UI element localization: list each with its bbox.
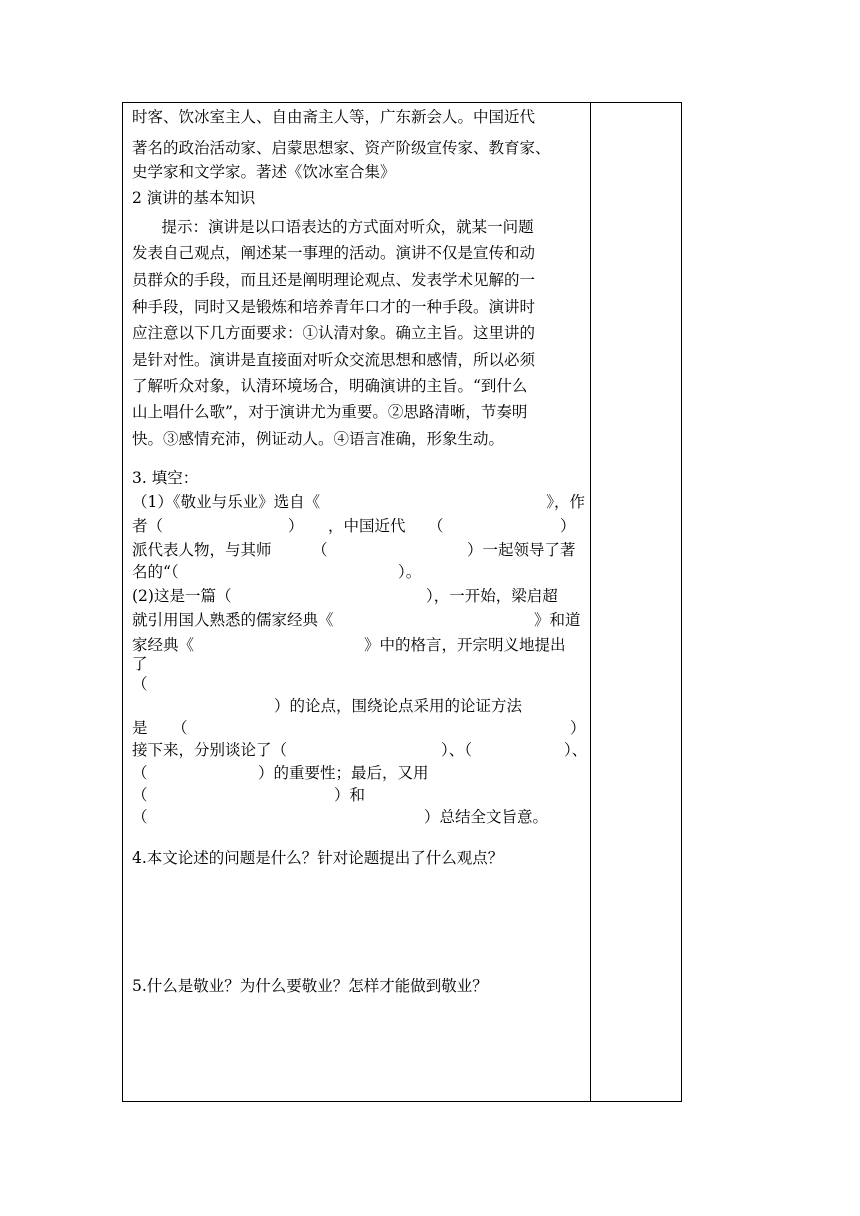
section-2-line: 种手段，同时又是锻炼和培养青年口才的一种手段。演讲时 [132,298,536,316]
fill-line: 了 [132,655,148,673]
section-2-line: 发表自己观点，阐述某一事理的活动。演讲不仅是宣传和动 [132,244,536,262]
question-4: 4.本文论述的问题是什么？针对论题提出了什么观点？ [132,849,504,867]
section-2-line: 了解听众对象，认清环境场合，明确演讲的主旨。“到什么 [132,377,528,395]
section-2-line: 应注意以下几方面要求：①认清对象。确立主旨。这里讲的 [132,324,536,342]
column-divider [590,103,591,1101]
intro-line: 著名的政治活动家、启蒙思想家、资产阶级宣传家、教育家、 [132,139,551,157]
fill-line: （ [132,675,148,693]
fill-line: ）的论点，围绕论点采用的论证方法 [274,697,523,715]
section-2-line: 快。③感情充沛，例证动人。④语言准确，形象生动。 [132,430,505,448]
section-3-title: 3. 填空： [132,469,199,487]
section-2-line: 提示：演讲是以口语表达的方式面对听众，就某一问题 [132,218,534,236]
question-5: 5.什么是敬业？为什么要敬业？怎样才能做到敬业？ [132,977,488,995]
section-2-line: 山上唱什么歌”，对于演讲尤为重要。②思路清晰，节奏明 [132,403,528,421]
worksheet-table: 时客、饮冰室主人、自由斋主人等，广东新会人。中国近代 著名的政治活动家、启蒙思想家、资产阶级宣传家、教育家、 史学家和文学家。著述《饮冰室合集》 2 演讲的基本知识 提示：演讲是以口语表达的方式面对听众，就某一问题 发表自己观点，阐述某一事理的活动。演讲不仅是宣传和动 员群众的手段，而且还是阐明理论观点、发表学术见解的一 种手段，同时又是锻炼和培养青年口才的一种手段。演讲时 应注意以下几方面要求：①认清对象。确立主旨。这里讲的 是针对性。演讲是直接面对听众交流思想和感情，所以必须 了解听众对象，认清环境场合，明确演讲的主旨。“到什么 山上唱什么歌”，对于演讲尤为重要。②思路清晰，节奏明 快。③感情充沛，例证动人。④语言准确，形象生动。 3. 填空： （1）《敬业与乐业》选自《 》，作 者（ ） ，中国近代 （ ） 派代表人物，与其师 （ ）一起领导了著 名的“（ ）。 (2)这是一篇（ ），一开始，梁启超 就引用国人熟悉的儒家经典《 》和道 家经典《 》中的格言，开宗明义地提出 了 （ ）的论点，围绕论点采用的论证方法 是 （ ） 接下来，分别谈论了（ ）、（ ）、 （ ）的重要性；最后，又用 （ ）和 （ ）总结全文旨意。 4.本文论述的问题是什么？针对论题提出了什么观点？ 5.什么是敬业？为什么要敬业？怎样才能做到敬业？ [122,102,682,1102]
intro-line: 时客、饮冰室主人、自由斋主人等，广东新会人。中国近代 [132,108,536,126]
section-2-title: 2 演讲的基本知识 [132,189,256,207]
intro-line: 史学家和文学家。著述《饮冰室合集》 [132,163,396,181]
section-2-line: 是针对性。演讲是直接面对听众交流思想和感情，所以必须 [132,351,536,369]
section-2-line: 员群众的手段，而且还是阐明理论观点、发表学术见解的一 [132,271,536,289]
fill-line: （1）《敬业与乐业》选自《 》，作 [132,493,585,511]
